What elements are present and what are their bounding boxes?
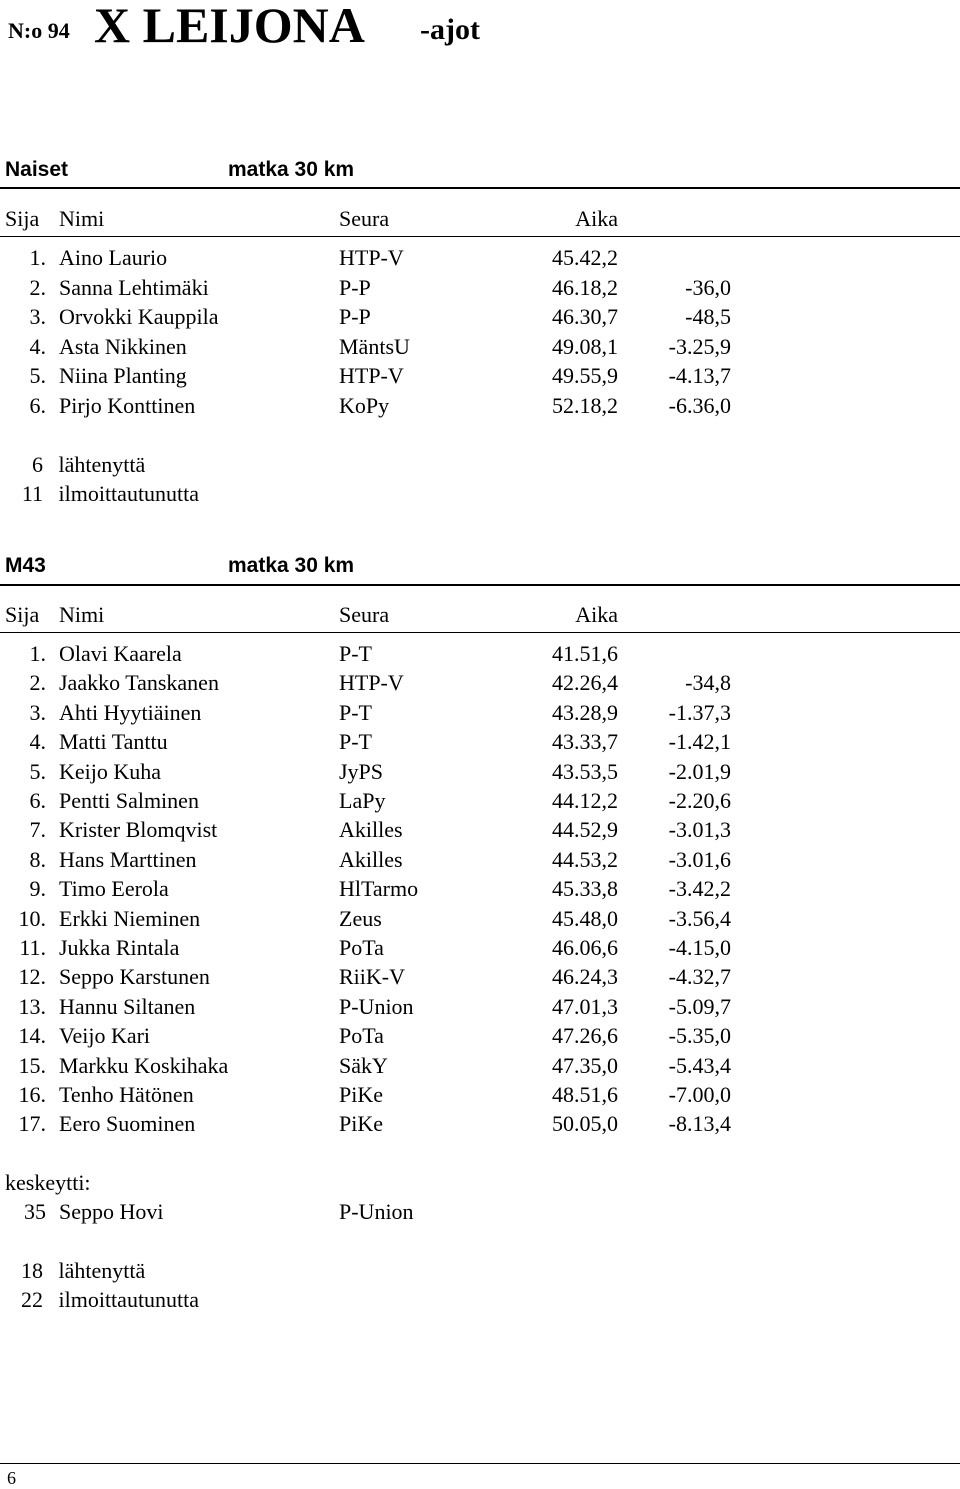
rank-cell: 5. — [29, 758, 46, 784]
rank-cell: 3. — [29, 699, 46, 725]
rank-cell: 7. — [29, 817, 46, 843]
club-cell: PoTa — [339, 1023, 384, 1049]
name-cell: Pirjo Konttinen — [59, 393, 196, 418]
registered-label: ilmoittautunutta — [58, 1287, 200, 1312]
registered-count: 22 — [21, 1287, 43, 1312]
club-cell: P-T — [339, 699, 372, 725]
result-row — [0, 845, 960, 874]
rank-cell: 12. — [18, 964, 46, 990]
rank-cell: 35 — [24, 1199, 46, 1224]
club-cell: HlTarmo — [339, 876, 419, 902]
distance-label: matka 30 km — [228, 158, 355, 181]
result-row — [0, 962, 960, 991]
diff-cell: -34,8 — [685, 670, 731, 696]
time-cell: 43.28,9 — [552, 699, 618, 725]
distance-label: matka 30 km — [228, 554, 355, 577]
time-cell: 45.42,2 — [552, 245, 618, 270]
result-row — [0, 273, 960, 302]
result-row — [0, 302, 960, 331]
result-row — [0, 815, 960, 844]
result-row — [0, 1197, 960, 1226]
naiset-section-heading — [5, 158, 955, 186]
time-cell: 47.35,0 — [552, 1052, 618, 1078]
club-cell: PiKe — [339, 1111, 383, 1137]
club-cell: PiKe — [339, 1082, 383, 1107]
club-cell: P-P — [339, 304, 371, 330]
registered-count: 11 — [21, 481, 43, 506]
col-name-header: Nimi — [59, 602, 105, 627]
diff-cell: -1.37,3 — [668, 699, 731, 725]
result-row — [0, 332, 960, 361]
diff-cell: -6.36,0 — [668, 393, 731, 418]
name-cell: Jukka Rintala — [59, 935, 180, 960]
time-cell: 46.06,6 — [552, 935, 618, 960]
col-club-header: Seura — [339, 602, 390, 627]
time-cell: 42.26,4 — [552, 670, 618, 696]
section-divider — [0, 584, 960, 586]
rank-cell: 2. — [29, 670, 46, 696]
club-cell: JyPS — [339, 758, 384, 784]
section-divider — [0, 187, 960, 189]
time-cell: 46.18,2 — [552, 274, 618, 300]
result-row — [0, 639, 960, 668]
name-cell: Ahti Hyytiäinen — [59, 699, 202, 725]
club-cell: HTP-V — [339, 670, 404, 696]
time-cell: 52.18,2 — [552, 393, 618, 418]
result-row — [0, 361, 960, 390]
diff-cell: -3.25,9 — [668, 333, 731, 359]
name-cell: Pentti Salminen — [59, 788, 199, 813]
name-cell: Jaakko Tanskanen — [59, 670, 219, 696]
club-cell: P-P — [339, 274, 371, 300]
rank-cell: 16. — [18, 1082, 46, 1107]
col-time-header: Aika — [575, 602, 618, 627]
club-cell: LaPy — [339, 788, 386, 813]
time-cell: 49.55,9 — [552, 363, 618, 389]
name-cell: Hans Marttinen — [59, 846, 197, 872]
name-cell: Olavi Kaarela — [59, 641, 182, 666]
club-cell: HTP-V — [339, 245, 404, 270]
result-row — [0, 727, 960, 756]
time-cell: 44.52,9 — [552, 817, 618, 843]
result-row — [0, 698, 960, 727]
rank-cell: 4. — [29, 729, 46, 755]
col-club-header: Seura — [339, 206, 390, 231]
time-cell: 49.08,1 — [552, 333, 618, 359]
time-cell: 43.33,7 — [552, 729, 618, 755]
rank-cell: 11. — [19, 935, 46, 960]
name-cell: Tenho Hätönen — [59, 1082, 194, 1107]
time-cell: 45.33,8 — [552, 876, 618, 902]
club-cell: SäkY — [339, 1052, 388, 1078]
time-cell: 47.26,6 — [552, 1023, 618, 1049]
diff-cell: -1.42,1 — [668, 729, 731, 755]
rank-cell: 14. — [18, 1023, 46, 1049]
club-cell: HTP-V — [339, 363, 404, 389]
event-title: X LEIJONA — [94, 0, 365, 53]
club-cell: KoPy — [339, 393, 390, 418]
name-cell: Markku Koskihaka — [59, 1052, 229, 1078]
rank-cell: 1. — [29, 641, 46, 666]
time-cell: 45.48,0 — [552, 905, 618, 931]
issue-number: N:o 94 — [8, 18, 70, 43]
result-row — [0, 1021, 960, 1050]
club-cell: Akilles — [339, 846, 403, 872]
starters-count: 6 — [32, 452, 43, 477]
club-cell: P-T — [339, 729, 372, 755]
diff-cell: -5.35,0 — [668, 1023, 731, 1049]
club-cell: P-Union — [339, 1199, 414, 1224]
time-cell: 41.51,6 — [552, 641, 618, 666]
rank-cell: 6. — [29, 788, 46, 813]
name-cell: Niina Planting — [59, 363, 187, 389]
result-row — [0, 1051, 960, 1080]
name-cell: Eero Suominen — [59, 1111, 196, 1137]
rank-cell: 13. — [18, 993, 46, 1019]
club-cell: Akilles — [339, 817, 403, 843]
club-cell: PoTa — [339, 935, 384, 960]
rank-cell: 10. — [18, 905, 46, 931]
diff-cell: -3.56,4 — [668, 905, 731, 931]
starters-label: lähtenyttä — [58, 1258, 146, 1283]
rank-cell: 6. — [29, 393, 46, 418]
starters-count: 18 — [21, 1258, 43, 1283]
class-name: M43 — [5, 554, 46, 577]
result-row — [0, 786, 960, 815]
dnf-label: keskeytti: — [5, 1170, 91, 1195]
name-cell: Keijo Kuha — [59, 758, 162, 784]
rank-cell: 1. — [29, 245, 46, 270]
rank-cell: 9. — [29, 876, 46, 902]
rank-cell: 3. — [29, 304, 46, 330]
name-cell: Timo Eerola — [59, 876, 169, 902]
result-row — [0, 1080, 960, 1109]
name-cell: Orvokki Kauppila — [59, 304, 219, 330]
page-number: 6 — [7, 1468, 16, 1488]
rank-cell: 17. — [18, 1111, 46, 1137]
club-cell: MäntsU — [339, 333, 410, 359]
footer-divider — [0, 1463, 960, 1464]
result-row — [0, 904, 960, 933]
diff-cell: -36,0 — [685, 274, 731, 300]
diff-cell: -3.01,3 — [668, 817, 731, 843]
time-cell: 47.01,3 — [552, 993, 618, 1019]
name-cell: Seppo Karstunen — [59, 964, 210, 990]
m43-registered — [5, 1285, 199, 1314]
name-cell: Sanna Lehtimäki — [59, 274, 209, 300]
name-cell: Krister Blomqvist — [59, 817, 218, 843]
starters-label: lähtenyttä — [58, 452, 146, 477]
diff-cell: -5.43,4 — [668, 1052, 731, 1078]
m43-starters — [5, 1256, 145, 1285]
result-row — [0, 391, 960, 420]
club-cell: P-Union — [339, 993, 414, 1019]
col-rank-header: Sija — [5, 602, 40, 627]
name-cell: Veijo Kari — [59, 1023, 151, 1049]
name-cell: Seppo Hovi — [59, 1199, 164, 1224]
result-row — [0, 757, 960, 786]
result-row — [0, 933, 960, 962]
diff-cell: -4.32,7 — [668, 964, 731, 990]
club-cell: RiiK-V — [339, 964, 405, 990]
diff-cell: -5.09,7 — [668, 993, 731, 1019]
col-rank-header: Sija — [5, 206, 40, 231]
name-cell: Matti Tanttu — [59, 729, 168, 755]
diff-cell: -2.01,9 — [668, 758, 731, 784]
naiset-registered — [5, 479, 199, 508]
rank-cell: 2. — [29, 274, 46, 300]
col-time-header: Aika — [575, 206, 618, 231]
time-cell: 48.51,6 — [552, 1082, 618, 1107]
time-cell: 46.24,3 — [552, 964, 618, 990]
rank-cell: 5. — [29, 363, 46, 389]
name-cell: Asta Nikkinen — [59, 333, 187, 359]
time-cell: 50.05,0 — [552, 1111, 618, 1137]
name-cell: Aino Laurio — [59, 245, 168, 270]
column-header-row — [0, 600, 960, 629]
club-cell: Zeus — [339, 905, 382, 931]
naiset-starters — [5, 450, 145, 479]
diff-cell: -4.15,0 — [668, 935, 731, 960]
m43-section-heading — [5, 554, 955, 582]
result-row — [0, 874, 960, 903]
diff-cell: -8.13,4 — [668, 1111, 731, 1137]
class-name: Naiset — [5, 158, 69, 181]
diff-cell: -2.20,6 — [668, 788, 731, 813]
diff-cell: -7.00,0 — [668, 1082, 731, 1107]
diff-cell: -3.42,2 — [668, 876, 731, 902]
time-cell: 44.53,2 — [552, 846, 618, 872]
result-row — [0, 668, 960, 697]
club-cell: P-T — [339, 641, 372, 666]
name-cell: Hannu Siltanen — [59, 993, 196, 1019]
name-cell: Erkki Nieminen — [59, 905, 201, 931]
rank-cell: 15. — [18, 1052, 46, 1078]
time-cell: 44.12,2 — [552, 788, 618, 813]
registered-label: ilmoittautunutta — [58, 481, 200, 506]
header-divider — [0, 632, 960, 633]
time-cell: 43.53,5 — [552, 758, 618, 784]
rank-cell: 4. — [29, 333, 46, 359]
result-row — [0, 992, 960, 1021]
diff-cell: -3.01,6 — [668, 846, 731, 872]
rank-cell: 8. — [29, 846, 46, 872]
diff-cell: -48,5 — [685, 304, 731, 330]
col-name-header: Nimi — [59, 206, 105, 231]
header-divider — [0, 236, 960, 237]
result-row — [0, 243, 960, 272]
diff-cell: -4.13,7 — [668, 363, 731, 389]
result-row — [0, 1109, 960, 1138]
time-cell: 46.30,7 — [552, 304, 618, 330]
column-header-row — [0, 204, 960, 233]
event-title-suffix: -ajot — [420, 13, 480, 46]
